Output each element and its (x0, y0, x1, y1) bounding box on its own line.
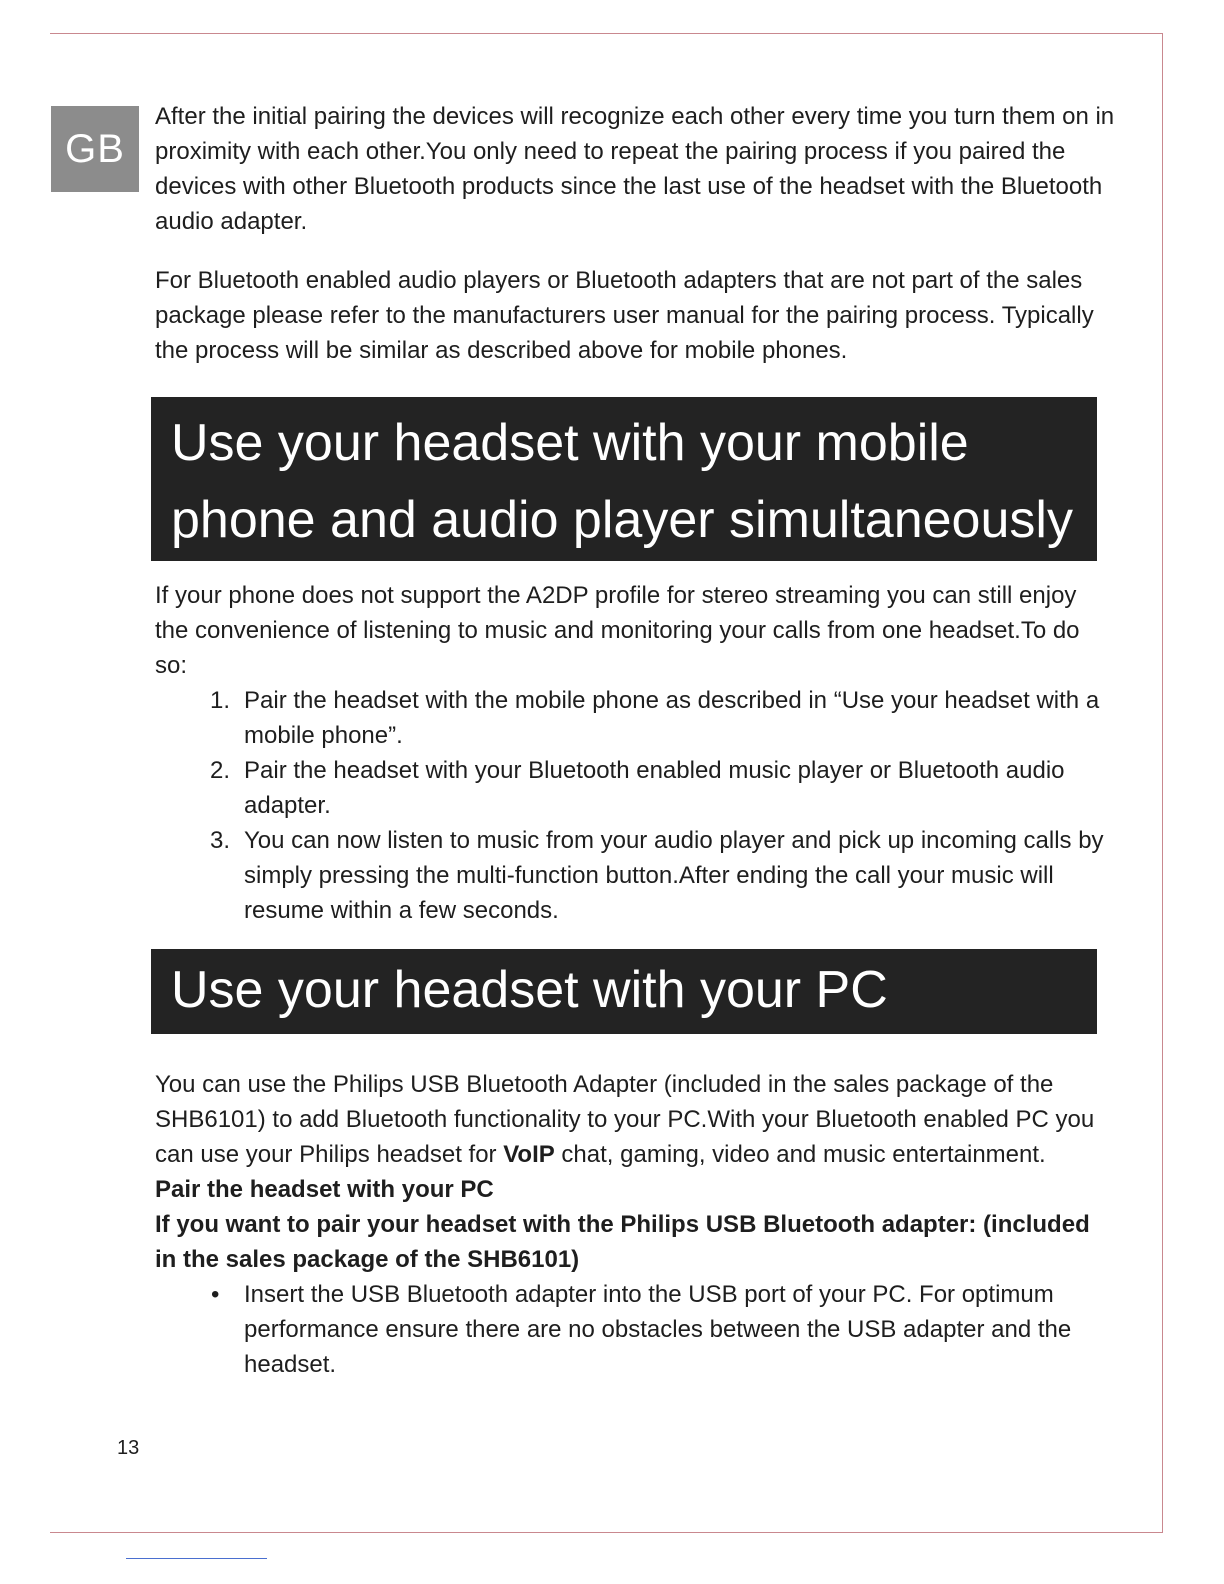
step-text: Pair the headset with your Bluetooth enabled music player or Bluetooth audio adapter. (244, 757, 1065, 819)
section-title-line-2: phone and audio player simultaneously (171, 491, 1073, 549)
section-title: Use your headset with your PC (171, 961, 888, 1019)
list-item (155, 823, 1115, 928)
step-text: Pair the headset with the mobile phone as described in “Use your headset with a mobile phone”. (244, 687, 1100, 749)
list-item (155, 753, 1115, 823)
step-text: You can now listen to music from your audio player and pick up incoming calls by simply pressing the multi-function button.After ending the call your music will resume within a few seconds. (244, 827, 1104, 924)
intro-paragraph-2: For Bluetooth enabled audio players or Bluetooth adapters that are not part of the sales package please refer to the manufacturers user manual for the pairing process. Typically the process will be similar as described above for mobile phones. (155, 267, 1094, 364)
underline-mark (126, 1558, 267, 1559)
pc-intro-text-end: chat, gaming, video and music entertainment. (554, 1141, 1046, 1168)
pc-intro-text: You can use the Philips USB Bluetooth Adapter (included in the sales package of the SHB6101) to add Bluetooth functionality to your PC.With your Bluetooth enabled PC you can use your Philips headset for (155, 1071, 1095, 1168)
subheading-usb-adapter: If you want to pair your headset with the Philips USB Bluetooth adapter: (included in the sales package of the SHB6101) (155, 1211, 1090, 1273)
step-number: 3. (210, 827, 231, 854)
page-border-right (1162, 33, 1163, 1533)
intro-paragraph-1: After the initial pairing the devices will recognize each other every time you turn them on in proximity with each other.You only need to repeat the pairing process if you paired the devices with other Bluetooth products since the last use of the headset with the Bluetooth audio adapter. (155, 103, 1115, 235)
list-item (155, 683, 1115, 753)
subheading-pair: Pair the headset with your PC (155, 1176, 494, 1203)
steps-list (155, 683, 1115, 928)
section-heading-simultaneous (151, 397, 1097, 561)
page-border-top (50, 33, 1163, 34)
page-border-bottom (50, 1532, 1163, 1533)
page-content (155, 99, 1115, 1382)
simultaneous-intro: If your phone does not support the A2DP profile for stereo streaming you can still enjoy the convenience of listening to music and monitoring your calls from one headset.To do so: (155, 582, 1080, 679)
step-number: 2. (210, 757, 231, 784)
pc-intro (155, 1067, 1115, 1172)
bullet-text: Insert the USB Bluetooth adapter into the USB port of your PC. For optimum performance ensure there are no obstacles between the USB adapter and the headset. (244, 1281, 1072, 1378)
voip-term: VoIP (503, 1141, 555, 1168)
page-number: 13 (117, 1437, 140, 1459)
section-title-line-1: Use your headset with your mobile (171, 414, 969, 472)
bullet-list (155, 1277, 1115, 1382)
section-heading-pc (151, 949, 1097, 1034)
language-tab: GB (51, 106, 139, 192)
bullet-icon: • (211, 1281, 220, 1308)
list-item (155, 1277, 1115, 1382)
step-number: 1. (210, 687, 231, 714)
